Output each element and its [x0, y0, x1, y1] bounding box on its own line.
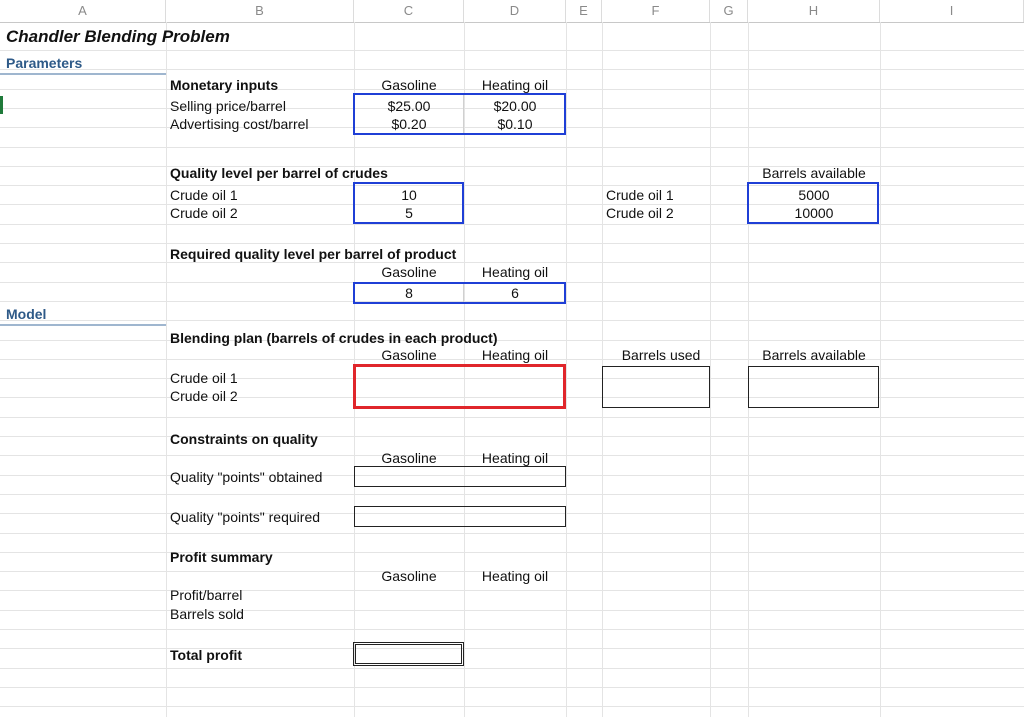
required-gasoline-value[interactable]: 8 — [405, 285, 413, 301]
column-header-a[interactable]: A — [0, 0, 166, 22]
column-header-c[interactable]: C — [354, 0, 464, 22]
column-header-bar — [0, 0, 1024, 23]
barrels-available-range[interactable] — [748, 366, 879, 408]
total-profit-cell[interactable] — [353, 642, 464, 666]
blending-crude2-label: Crude oil 2 — [170, 388, 238, 404]
grid-row-line — [0, 629, 1024, 630]
grid-row-line — [0, 552, 1024, 553]
grid-row-line — [0, 417, 1024, 418]
advertising-cost-label: Advertising cost/barrel — [170, 116, 309, 132]
monetary-col-heating: Heating oil — [481, 77, 549, 93]
grid-row-line — [0, 224, 1024, 225]
quality-crude1-label: Crude oil 1 — [170, 187, 238, 203]
profit-heading: Profit summary — [170, 549, 273, 565]
grid-row-line — [0, 687, 1024, 688]
blending-plan-changing-cells[interactable] — [353, 364, 566, 409]
column-header-b[interactable]: B — [166, 0, 354, 22]
column-header-i[interactable]: I — [880, 0, 1024, 22]
blending-heading: Blending plan (barrels of crudes in each product) — [170, 330, 498, 346]
quality-crude2-value[interactable]: 5 — [405, 205, 413, 221]
section-rule — [0, 73, 166, 75]
column-header-e[interactable]: E — [566, 0, 602, 22]
profit-col-gasoline: Gasoline — [381, 568, 437, 584]
total-profit-label: Total profit — [170, 647, 243, 663]
quality-heading: Quality level per barrel of crudes — [170, 165, 388, 181]
selling-price-gasoline[interactable]: $25.00 — [387, 98, 431, 114]
grid-row-line — [0, 648, 1024, 649]
available-crude1-label: Crude oil 1 — [606, 187, 674, 203]
blending-col-gasoline: Gasoline — [381, 347, 437, 363]
constraints-col-heating: Heating oil — [481, 450, 549, 466]
profit-per-barrel-label: Profit/barrel — [170, 587, 243, 603]
quality-crude1-value[interactable]: 10 — [401, 187, 417, 203]
sheet-title: Chandler Blending Problem — [6, 27, 230, 46]
barrels-used-range[interactable] — [602, 366, 710, 408]
column-header-h[interactable]: H — [748, 0, 880, 22]
active-cell-marker — [0, 96, 3, 114]
quality-obtained-label: Quality "points" obtained — [170, 469, 323, 485]
required-heating-value[interactable]: 6 — [511, 285, 519, 301]
grid-row-line — [0, 147, 1024, 148]
blending-barrels-available-heading: Barrels available — [762, 347, 866, 363]
quality-crude2-label: Crude oil 2 — [170, 205, 238, 221]
grid-row-line — [0, 706, 1024, 707]
advertising-cost-heating[interactable]: $0.10 — [497, 116, 533, 132]
blending-col-heating: Heating oil — [481, 347, 549, 363]
column-header-f[interactable]: F — [602, 0, 710, 22]
available-crude1-value[interactable]: 5000 — [798, 187, 830, 203]
grid-row-line — [0, 668, 1024, 669]
grid-row-line — [0, 243, 1024, 244]
grid-row-line — [0, 340, 1024, 341]
constraints-col-gasoline: Gasoline — [381, 450, 437, 466]
available-crude2-value[interactable]: 10000 — [794, 205, 834, 221]
column-header-d[interactable]: D — [464, 0, 566, 22]
grid-row-line — [0, 533, 1024, 534]
grid-row-line — [0, 590, 1024, 591]
selling-price-heating[interactable]: $20.00 — [493, 98, 537, 114]
column-header-g[interactable]: G — [710, 0, 748, 22]
section-model: Model — [6, 306, 47, 322]
selling-price-label: Selling price/barrel — [170, 98, 286, 114]
required-col-gasoline: Gasoline — [381, 264, 437, 280]
advertising-cost-gasoline[interactable]: $0.20 — [391, 116, 427, 132]
grid-row-line — [0, 494, 1024, 495]
required-col-heating: Heating oil — [481, 264, 549, 280]
barrels-available-heading: Barrels available — [762, 165, 866, 181]
grid-row-line — [0, 69, 1024, 70]
monetary-heading: Monetary inputs — [170, 77, 279, 93]
grid-row-line — [0, 320, 1024, 321]
available-crude2-label: Crude oil 2 — [606, 205, 674, 221]
quality-obtained-range[interactable] — [354, 466, 566, 487]
section-rule — [0, 324, 166, 326]
barrels-sold-label: Barrels sold — [170, 606, 244, 622]
blending-crude1-label: Crude oil 1 — [170, 370, 238, 386]
constraints-heading: Constraints on quality — [170, 431, 318, 447]
grid-row-line — [0, 50, 1024, 51]
profit-col-heating: Heating oil — [481, 568, 549, 584]
quality-required-label: Quality "points" required — [170, 509, 321, 525]
grid-row-line — [0, 436, 1024, 437]
monetary-col-gasoline: Gasoline — [381, 77, 437, 93]
section-parameters: Parameters — [6, 55, 83, 71]
required-heading: Required quality level per barrel of product — [170, 246, 457, 262]
grid-row-line — [0, 610, 1024, 611]
barrels-used-heading: Barrels used — [621, 347, 701, 363]
quality-required-range[interactable] — [354, 506, 566, 527]
